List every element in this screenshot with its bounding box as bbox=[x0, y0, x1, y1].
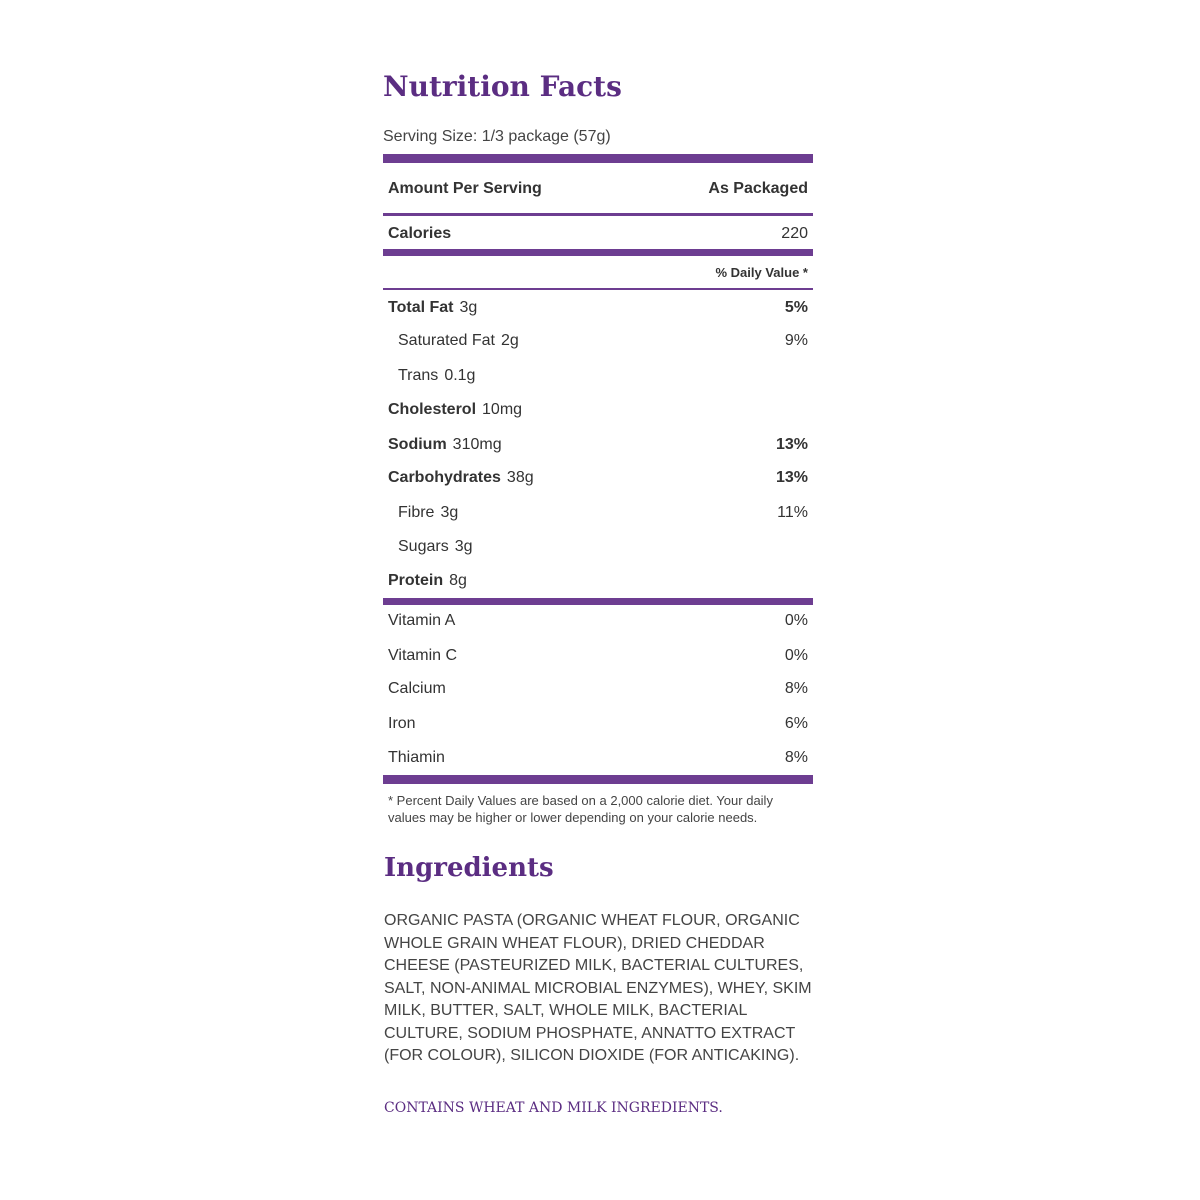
nutrient-row bbox=[383, 535, 813, 559]
vitamin-row bbox=[383, 712, 813, 736]
allergen-statement: CONTAINS WHEAT AND MILK INGREDIENTS. bbox=[384, 1100, 723, 1116]
nutrient-amount: 310mg bbox=[452, 436, 502, 453]
nutrient-name: Cholesterol bbox=[388, 401, 477, 418]
vitamin-row bbox=[383, 644, 813, 668]
nutrient-name: Total Fat bbox=[388, 299, 454, 316]
vitamin-dv: 0% bbox=[784, 647, 808, 664]
nutrient-name: Saturated Fat bbox=[398, 332, 495, 349]
vitamin-row bbox=[383, 746, 813, 770]
vitamin-name: Vitamin A bbox=[388, 612, 456, 629]
nutrient-name: Protein bbox=[388, 572, 444, 589]
serving-size: Serving Size: 1/3 package (57g) bbox=[383, 128, 611, 145]
vitamin-dv: 8% bbox=[784, 749, 808, 766]
vitamin-row bbox=[383, 609, 813, 633]
vitamin-name: Calcium bbox=[388, 680, 446, 697]
nutrient-dv: 11% bbox=[777, 504, 808, 521]
nutrient-amount: 3g bbox=[454, 538, 473, 555]
nutrient-dv: 9% bbox=[784, 332, 808, 349]
nutrient-dv: 13% bbox=[775, 469, 808, 486]
nutrient-row bbox=[383, 398, 813, 422]
vitamin-name: Thiamin bbox=[388, 749, 445, 766]
vitamin-dv: 8% bbox=[784, 680, 808, 697]
amount-per-serving-row bbox=[383, 177, 813, 201]
nutrient-row bbox=[383, 433, 813, 457]
ingredients-title: Ingredients bbox=[384, 853, 554, 883]
nutrient-amount: 8g bbox=[449, 572, 467, 589]
divider bbox=[383, 288, 813, 290]
calories-value: 220 bbox=[781, 225, 808, 242]
vitamin-dv: 0% bbox=[784, 612, 808, 629]
nutrient-amount: 3g bbox=[459, 299, 478, 316]
bottom-thick-divider bbox=[383, 775, 813, 784]
nutrient-dv: 5% bbox=[784, 299, 808, 316]
nutrient-amount: 10mg bbox=[482, 401, 523, 418]
amount-per-serving-label: Amount Per Serving bbox=[388, 180, 542, 197]
nutrient-row bbox=[383, 364, 813, 388]
nutrient-amount: 0.1g bbox=[444, 367, 476, 384]
ingredients-text: ORGANIC PASTA (ORGANIC WHEAT FLOUR, ORGANIC WHOLE GRAIN WHEAT FLOUR), DRIED CHEDDAR CHEESE (PASTEURIZED MILK, BACTERIAL CULTURES, SALT, NON-ANIMAL MICROBIAL ENZYMES), WHEY, SKIM MILK, BUTTER, SALT, WHOLE MILK, BACTERIAL CULTURE, SODIUM PHOSPHATE, ANNATTO EXTRACT (FOR COLOUR), SILICON DIOXIDE (FOR ANTICAKING). bbox=[384, 912, 812, 1064]
nutrient-name: Carbohydrates bbox=[388, 469, 501, 486]
top-thick-divider bbox=[383, 154, 813, 163]
nutrient-row bbox=[383, 569, 813, 593]
daily-value-header: % Daily Value * bbox=[715, 264, 808, 280]
nutrient-name: Fibre bbox=[398, 504, 435, 521]
nutrient-amount: 2g bbox=[500, 332, 519, 349]
calories-row bbox=[383, 222, 813, 246]
nutrient-row bbox=[383, 501, 813, 525]
vitamins-divider bbox=[383, 598, 813, 605]
divider bbox=[383, 213, 813, 216]
nutrient-name: Sugars bbox=[398, 538, 449, 555]
nutrient-row bbox=[383, 466, 813, 490]
nutrient-amount: 3g bbox=[440, 504, 459, 521]
vitamin-row bbox=[383, 677, 813, 701]
calories-divider bbox=[383, 249, 813, 256]
nutrient-row bbox=[383, 296, 813, 320]
nutrient-amount: 38g bbox=[506, 469, 534, 486]
calories-label: Calories bbox=[388, 225, 452, 242]
as-packaged-label: As Packaged bbox=[708, 180, 808, 197]
nutrition-facts-title: Nutrition Facts bbox=[383, 70, 622, 103]
vitamin-name: Vitamin C bbox=[388, 647, 458, 664]
daily-value-footnote: * Percent Daily Values are based on a 2,000 calorie diet. Your daily values may be higher or lower depending on your calorie needs. bbox=[388, 793, 773, 825]
nutrient-name: Trans bbox=[398, 367, 439, 384]
nutrient-name: Sodium bbox=[388, 436, 447, 453]
nutrient-dv: 13% bbox=[775, 436, 808, 453]
nutrient-row bbox=[383, 329, 813, 353]
vitamin-dv: 6% bbox=[784, 715, 808, 732]
daily-value-header-row bbox=[383, 260, 813, 284]
vitamin-name: Iron bbox=[388, 715, 416, 732]
